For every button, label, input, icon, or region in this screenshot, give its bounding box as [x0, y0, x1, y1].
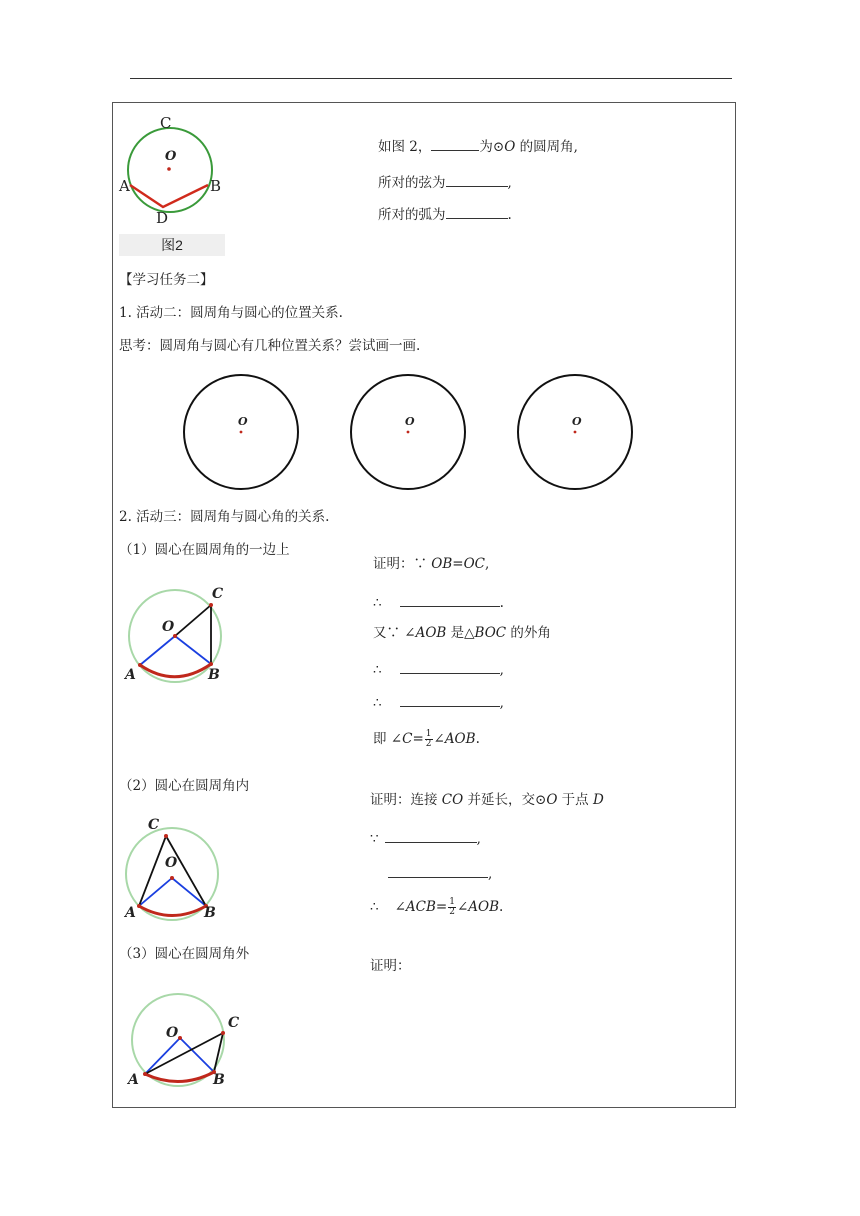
therefore-symbol: ∴ [373, 695, 382, 711]
blank-chord[interactable] [446, 174, 508, 187]
blank-angle[interactable] [431, 138, 479, 151]
case2-line-4-eq: = [435, 899, 448, 915]
fraction-half [425, 730, 433, 749]
frac-den: 2 [449, 907, 455, 917]
fig2-label-c: C [160, 114, 172, 132]
angle-symbol: ∠ [433, 731, 445, 747]
activity2-title: 1. 活动二：圆周角与圆心的位置关系. [119, 305, 343, 321]
case1-proof-line-3 [373, 627, 551, 641]
case2-line-3-end: , [488, 866, 493, 882]
case2-proof-line-3 [370, 865, 492, 882]
case2-proof-co: CO [441, 792, 464, 808]
case2-line-4-end: . [499, 899, 504, 915]
case1-line-3-end: 的外角 [506, 625, 551, 641]
case1-blank-1[interactable] [400, 594, 500, 607]
fig2-line-3-end: . [507, 207, 512, 223]
case3-label-o: O [166, 1025, 179, 1041]
therefore-symbol: ∴ [373, 595, 382, 611]
activity3-title: 2. 活动三：圆周角与圆心角的关系. [119, 509, 330, 525]
because-symbol: ∵ [370, 831, 379, 847]
case1-proof-prefix: 证明：∵ [373, 556, 432, 572]
case2-proof-line-2 [370, 830, 481, 847]
case2-proof-line-4 [370, 898, 503, 917]
fig2-line-2-end: , [507, 175, 512, 191]
case1-line-6-eq: = [412, 731, 424, 747]
fig2-label-b: B [210, 177, 222, 195]
case2-blank-1[interactable] [385, 830, 477, 843]
case2-title: （2）圆心在圆周角内 [119, 778, 250, 794]
case1-proof-line-2 [373, 594, 504, 611]
blank-arc[interactable] [446, 206, 508, 219]
fig2-line-3 [378, 206, 512, 223]
fig2-label-o: O [165, 149, 177, 164]
case2-proof-prefix: 证明：连接 [370, 792, 442, 808]
case2-line-2-end: , [476, 831, 481, 847]
circle-2-label-o: O [405, 415, 415, 428]
therefore-symbol: ∴ [370, 899, 379, 915]
case3-label-c: C [228, 1015, 240, 1031]
circle-1-label-o: O [238, 415, 248, 428]
case1-proof-line-4 [373, 661, 504, 678]
case1-line-5-end: , [499, 695, 504, 711]
fig2-line-2-text: 所对的弦为 [378, 175, 446, 191]
case1-line-3-mid: 是△ [446, 625, 475, 641]
case2-line-4-aob: AOB [468, 899, 500, 915]
therefore-symbol: ∴ [373, 662, 382, 678]
case1-proof-line-1 [373, 558, 489, 572]
circle-3-label-o: O [572, 415, 582, 428]
case1-proof-end: , [485, 556, 490, 572]
case1-line-6-end: . [475, 731, 480, 747]
fig2-label-d: D [156, 209, 169, 227]
case2-label-o: O [165, 855, 178, 871]
frac-num: 1 [449, 897, 455, 907]
case2-proof-o: O [546, 792, 558, 808]
case1-blank-3[interactable] [400, 694, 500, 707]
case3-proof: 证明： [370, 958, 411, 974]
case3-label-a: A [128, 1072, 139, 1088]
case1-label-o: O [162, 619, 175, 635]
frac-den: 2 [425, 739, 432, 749]
case1-line-3-aob: AOB [415, 625, 447, 641]
case1-title: （1）圆心在圆周角的一边上 [119, 542, 290, 558]
case2-line-4-acb: ACB [405, 899, 436, 915]
fig2-label-a: A [119, 177, 130, 195]
case1-line-6-aob: AOB [444, 731, 476, 747]
case1-line-4-end: , [499, 662, 504, 678]
case1-label-c: C [212, 586, 224, 602]
fig2-line-1-end: 的圆周角, [515, 139, 578, 155]
fig2-line-1-o: O [504, 139, 516, 155]
case1-proof-line-5 [373, 694, 504, 711]
case1-label-a: A [125, 667, 136, 683]
fig2-line-1-prefix: 如图 2， [378, 139, 432, 155]
task2-heading: 【学习任务二】 [119, 272, 214, 288]
angle-symbol: ∠ [456, 899, 469, 915]
angle-symbol: ∠ [394, 899, 406, 915]
case1-proof-math: OB=OC [431, 556, 485, 572]
case3-title: （3）圆心在圆周角外 [119, 946, 250, 962]
case2-label-b: B [204, 905, 216, 921]
fig2-caption: 图2 [119, 234, 225, 256]
case2-proof-mid2: 于点 [557, 792, 593, 808]
fig2-line-3-text: 所对的弧为 [378, 207, 446, 223]
activity2-think: 思考：圆周角与圆心有几种位置关系？尝试画一画. [119, 338, 421, 354]
case2-proof-line-1 [370, 794, 604, 808]
fig2-line-2 [378, 174, 512, 191]
header-rule [130, 78, 732, 79]
case1-line-3-prefix: 又∵ ∠ [373, 625, 416, 641]
case2-label-c: C [148, 817, 160, 833]
activity2-circle-2[interactable] [349, 373, 469, 493]
fraction-half [448, 898, 456, 917]
activity2-circle-3[interactable] [516, 373, 636, 493]
case1-line-2-end: . [499, 595, 504, 611]
frac-num: 1 [425, 729, 432, 739]
fig2-line-1 [378, 138, 578, 155]
case2-proof-mid: 并延长，交⊙ [463, 792, 547, 808]
case1-line-6-prefix: 即 ∠ [373, 731, 403, 747]
case1-line-3-boc: BOC [474, 625, 507, 641]
case2-blank-2[interactable] [388, 865, 488, 878]
case2-proof-d: D [592, 792, 604, 808]
case1-label-b: B [208, 667, 220, 683]
activity2-circle-1[interactable] [182, 373, 302, 493]
case1-line-6-c: C [402, 731, 413, 747]
fig2-line-1-mid: 为⊙ [479, 139, 505, 155]
case2-label-a: A [125, 905, 136, 921]
case3-label-b: B [213, 1072, 225, 1088]
case1-proof-line-6 [373, 730, 480, 749]
case1-blank-2[interactable] [400, 661, 500, 674]
